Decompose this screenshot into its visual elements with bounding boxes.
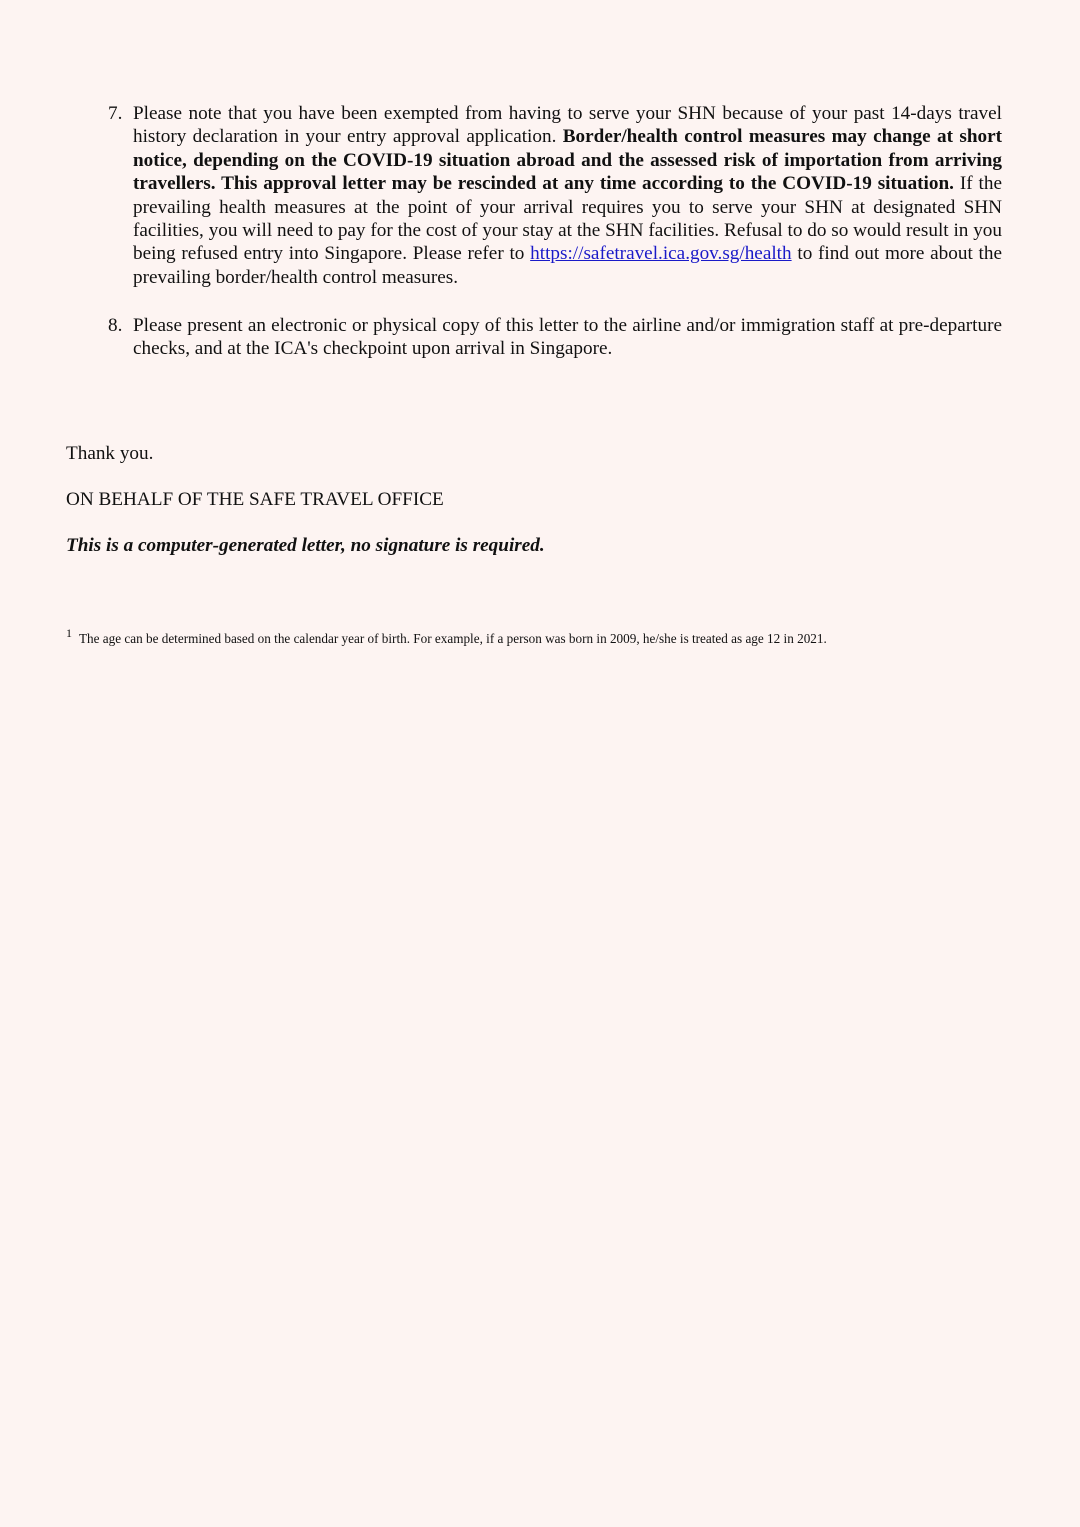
footnote-text: The age can be determined based on the calendar year of birth. For example, if a person was born in 2009, he/she is treated as age 12 in 2021. [79, 631, 827, 646]
safetravel-health-link[interactable]: https://safetravel.ica.gov.sg/health [530, 243, 792, 265]
paragraph-number: 8. [108, 315, 123, 336]
computer-generated-note: This is a computer-generated letter, no signature is required. [66, 535, 545, 556]
footnote-marker: 1 [66, 626, 72, 640]
paragraph-text: to find out more about the prevailing border/health control measures. [133, 243, 1002, 288]
closing-signatory: ON BEHALF OF THE SAFE TRAVEL OFFICE [66, 489, 444, 510]
paragraph-text: Please note that you have been exempted from having to serve your SHN because of your past 14-days travel history declaration in your entry approval application. [133, 103, 1002, 148]
footnote [66, 626, 827, 648]
paragraph-text: Please present an electronic or physical copy of this letter to the airline and/or immigration staff at pre-departure checks, and at the ICA's checkpoint upon arrival in Singapore. [133, 315, 1002, 360]
paragraph-bold-text: Border/health control measures may change at short notice, depending on the COVID-19 situation abroad and the assessed risk of importation from arriving travellers. This approval letter may be rescinded at any time according to the COVID-19 situation. [133, 126, 1002, 195]
paragraph-number: 7. [108, 103, 123, 124]
numbered-paragraph-8 [108, 314, 1002, 361]
numbered-paragraph-7 [108, 102, 1002, 289]
paragraph-body [133, 314, 1002, 361]
paragraph-body [133, 102, 1002, 289]
paragraph-text: If the prevailing health measures at the point of your arrival requires you to serve your SHN at designated SHN facilities, you will need to pay for the cost of your stay at the SHN facilities. Refusal to do so would result in you being refused entry into Singapore. Please refer to [133, 173, 1002, 265]
closing-thanks: Thank you. [66, 443, 154, 464]
